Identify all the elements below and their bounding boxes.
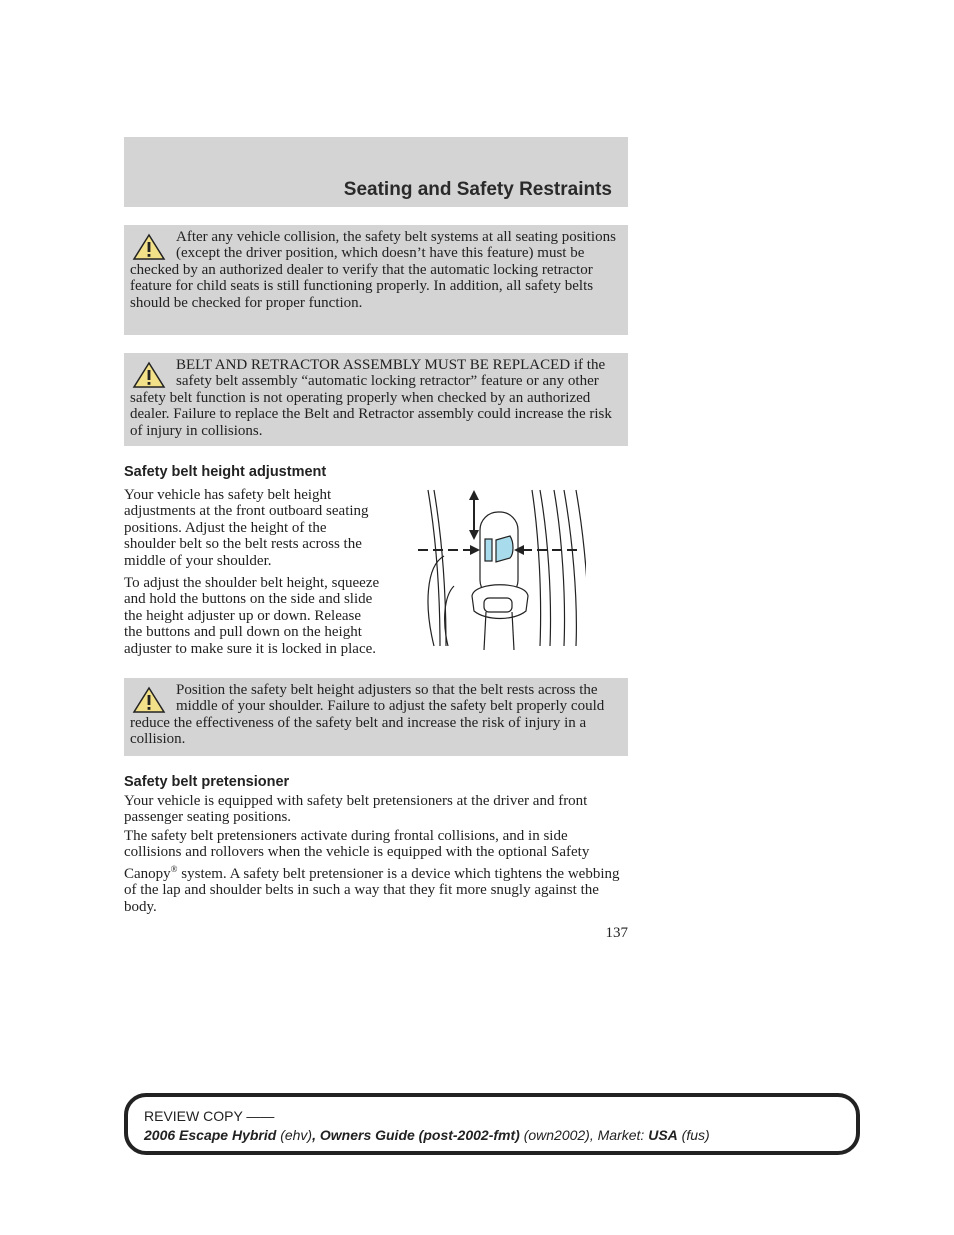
belt-height-adjuster-illustration <box>414 486 586 650</box>
warning-box-replace-assembly <box>124 353 628 446</box>
warning-text: BELT AND RETRACTOR ASSEMBLY MUST BE REPLACED if the safety belt assembly “automatic locking retractor” feature or any other safety belt function is not operating properly when checked by an authorized dealer. Failure to replace the Belt and Retractor assembly could increase the risk of injury in collisions. <box>130 357 612 439</box>
footer-line-1: REVIEW COPY —— <box>144 1108 275 1124</box>
warning-triangle-icon <box>132 686 166 714</box>
section-title: Seating and Safety Restraints <box>343 179 612 200</box>
registered-mark: ® <box>170 863 178 874</box>
warning-text: After any vehicle collision, the safety belt systems at all seating positions (except the driver position, which doesn’t have this feature) must be checked by an authorized dealer to verify that the automatic locking retractor feature for child seats is still functioning properly. In addition, all safety belts should be checked for proper function. <box>130 229 616 311</box>
pretensioner-paragraph-1: Your vehicle is equipped with safety belt pretensioners at the driver and front passenger seating positions. <box>124 793 588 826</box>
height-adjustment-paragraph-2: To adjust the shoulder belt height, squeeze and hold the buttons on the side and slide the height adjuster up or down. Release the buttons and pull down on the height adjuster to make sure it is locked in place. <box>124 575 380 657</box>
height-adjustment-paragraph-1: Your vehicle has safety belt height adjustments at the front outboard seating positions. Adjust the height of the shoulder belt so the belt rests across the middle of your shoulder. <box>124 487 369 569</box>
warning-box-collision <box>124 225 628 335</box>
review-copy-footer <box>124 1093 860 1155</box>
footer-line-2: 2006 Escape Hybrid (ehv), Owners Guide (post-2002-fmt) (own2002), Market: USA (fus) <box>144 1127 710 1143</box>
page-number: 137 <box>605 925 628 941</box>
pretensioner-paragraph-2: The safety belt pretensioners activate during frontal collisions, and in side collisions and rollovers when the vehicle is equipped with the optional Safety Canopy® system. A safety belt pretensioner is a device which tightens the webbing of the lap and shoulder belts in such a way that they fit more snugly against the body. <box>124 828 620 915</box>
heading-height-adjustment: Safety belt height adjustment <box>124 464 327 480</box>
warning-box-height-adjusters <box>124 678 628 756</box>
warning-text: Position the safety belt height adjusters so that the belt rests across the middle of your shoulder. Failure to adjust the safety belt properly could reduce the effectiveness of the safety belt and increase the risk of injury in a collision. <box>130 682 605 748</box>
heading-pretensioner: Safety belt pretensioner <box>124 774 290 790</box>
section-header-band <box>124 137 628 207</box>
warning-triangle-icon <box>132 233 166 261</box>
warning-triangle-icon <box>132 361 166 389</box>
